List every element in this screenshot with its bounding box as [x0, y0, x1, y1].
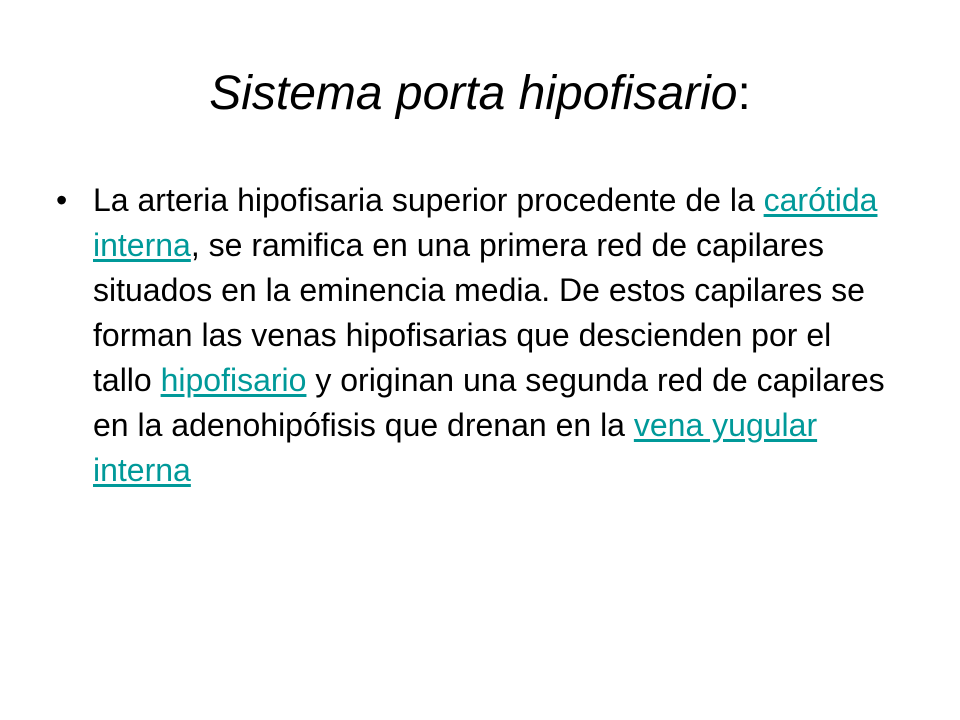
paragraph-text-2: , se ramifica en una primera red de capilares situados en la eminencia media. De estos capilares se forman las venas hipofisarias que descienden por el tallo: [93, 227, 865, 398]
bullet-item: [56, 178, 896, 493]
bullet-list: [56, 178, 896, 493]
slide-title-text: Sistema porta hipofisario: [209, 67, 738, 120]
slide-title: [0, 58, 960, 130]
link-hipofisario[interactable]: hipofisario: [160, 362, 307, 398]
paragraph-text-3: y originan una segunda red de capilares en la adenohipófisis que drenan en la: [93, 362, 885, 443]
slide-title-colon: :: [737, 67, 751, 120]
link-vena-yugular-interna[interactable]: vena yugular interna: [93, 407, 818, 488]
link-carotida-interna[interactable]: carótida interna: [93, 182, 878, 263]
paragraph-text-1: La arteria hipofisaria superior procedente de la: [93, 182, 764, 218]
bullet-icon: •: [56, 182, 68, 218]
